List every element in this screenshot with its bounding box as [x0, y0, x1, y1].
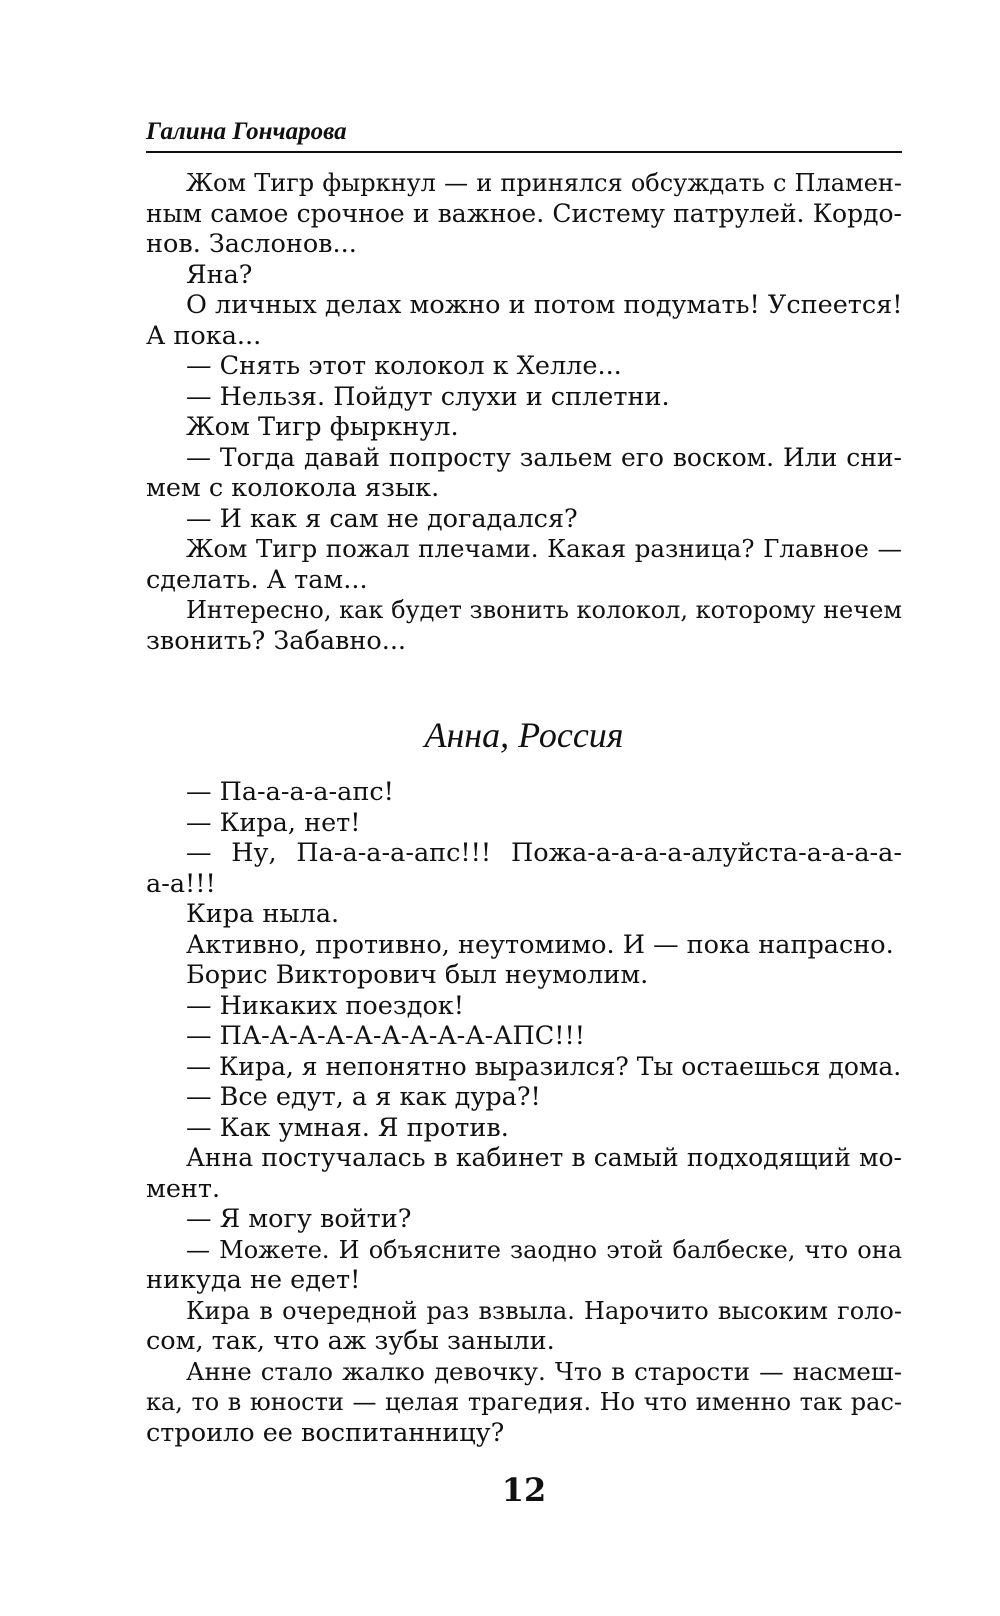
- page-number: 12: [501, 1471, 547, 1509]
- text-line: — Можете. И объясните заодно этой балбеске, что она: [186, 1235, 902, 1264]
- text-line: — Кира, нет!: [186, 807, 361, 838]
- text-line: а-а!!!: [146, 868, 216, 899]
- text-line: Кира в очередной раз взвыла. Нарочито высоким голо-: [186, 1296, 902, 1325]
- text-line: Анне стало жалко девочку. Что в старости — насмеш-: [186, 1356, 902, 1386]
- text-line: строило ее воспитанницу?: [146, 1417, 505, 1448]
- text-line: ка, то в юности — целая трагедия. Но что именно так рас-: [146, 1388, 902, 1416]
- text-line: мем с колокола язык.: [146, 473, 440, 503]
- text-line: звонить? Забавно...: [146, 625, 407, 656]
- text-block-2: [146, 777, 902, 1448]
- text-line: Жом Тигр фыркнул.: [186, 412, 459, 442]
- text-line: — Все едут, а я как дура?!: [186, 1082, 541, 1112]
- text-line: — И как я сам не догадался?: [186, 503, 578, 534]
- text-line: О личных делах можно и потом подумать! Успеется!: [186, 290, 903, 320]
- text-block-1: [146, 168, 902, 656]
- text-line: — Как умная. Я против.: [186, 1112, 509, 1143]
- text-line: ным самое срочное и важное. Систему патрулей. Кордо-: [146, 198, 902, 228]
- text-line: Кира ныла.: [186, 899, 340, 929]
- text-line: Анна постучалась в кабинет в самый подходящий мо-: [186, 1143, 902, 1172]
- text-line: — Ну, Па-а-а-а-апс!!! Пожа-а-а-а-а-алуйста-а-а-а-а-: [186, 838, 902, 868]
- text-line: — Нельзя. Пойдут слухи и сплетни.: [186, 381, 670, 412]
- text-line: — Кира, я непонятно выразился? Ты остаешься дома.: [186, 1051, 902, 1081]
- section-heading: Анна, Россия: [424, 715, 624, 755]
- text-line: А пока...: [146, 320, 262, 351]
- text-line: Жом Тигр пожал плечами. Какая разница? Главное —: [186, 534, 902, 563]
- header-rule: [146, 151, 902, 153]
- text-line: — Па-а-а-а-апс!: [186, 777, 394, 807]
- text-line: Яна?: [186, 259, 253, 290]
- text-line: — ПА-А-А-А-А-А-А-А-А-АПС!!!: [186, 1021, 585, 1051]
- text-line: — Я могу войти?: [186, 1204, 412, 1234]
- text-line: сделать. А там...: [146, 564, 368, 595]
- text-line: Борис Викторович был неумолим.: [186, 960, 649, 990]
- text-line: Интересно, как будет звонить колокол, которому нечем: [186, 596, 902, 624]
- text-line: Активно, противно, неутомимо. И — пока напрасно.: [186, 929, 894, 960]
- text-line: никуда не едет!: [146, 1265, 361, 1295]
- text-line: Жом Тигр фыркнул — и принялся обсуждать с Пламен-: [186, 169, 902, 197]
- text-line: сом, так, что аж зубы заныли.: [146, 1326, 555, 1356]
- running-head-author: Галина Гончарова: [146, 118, 347, 145]
- text-line: мент.: [146, 1173, 221, 1204]
- text-line: — Тогда давай попросту зальем его воском. Или сни-: [186, 442, 902, 472]
- text-line: нов. Заслонов...: [146, 229, 357, 259]
- text-line: — Никаких поездок!: [186, 990, 464, 1021]
- text-line: — Снять этот колокол к Хелле...: [186, 351, 622, 381]
